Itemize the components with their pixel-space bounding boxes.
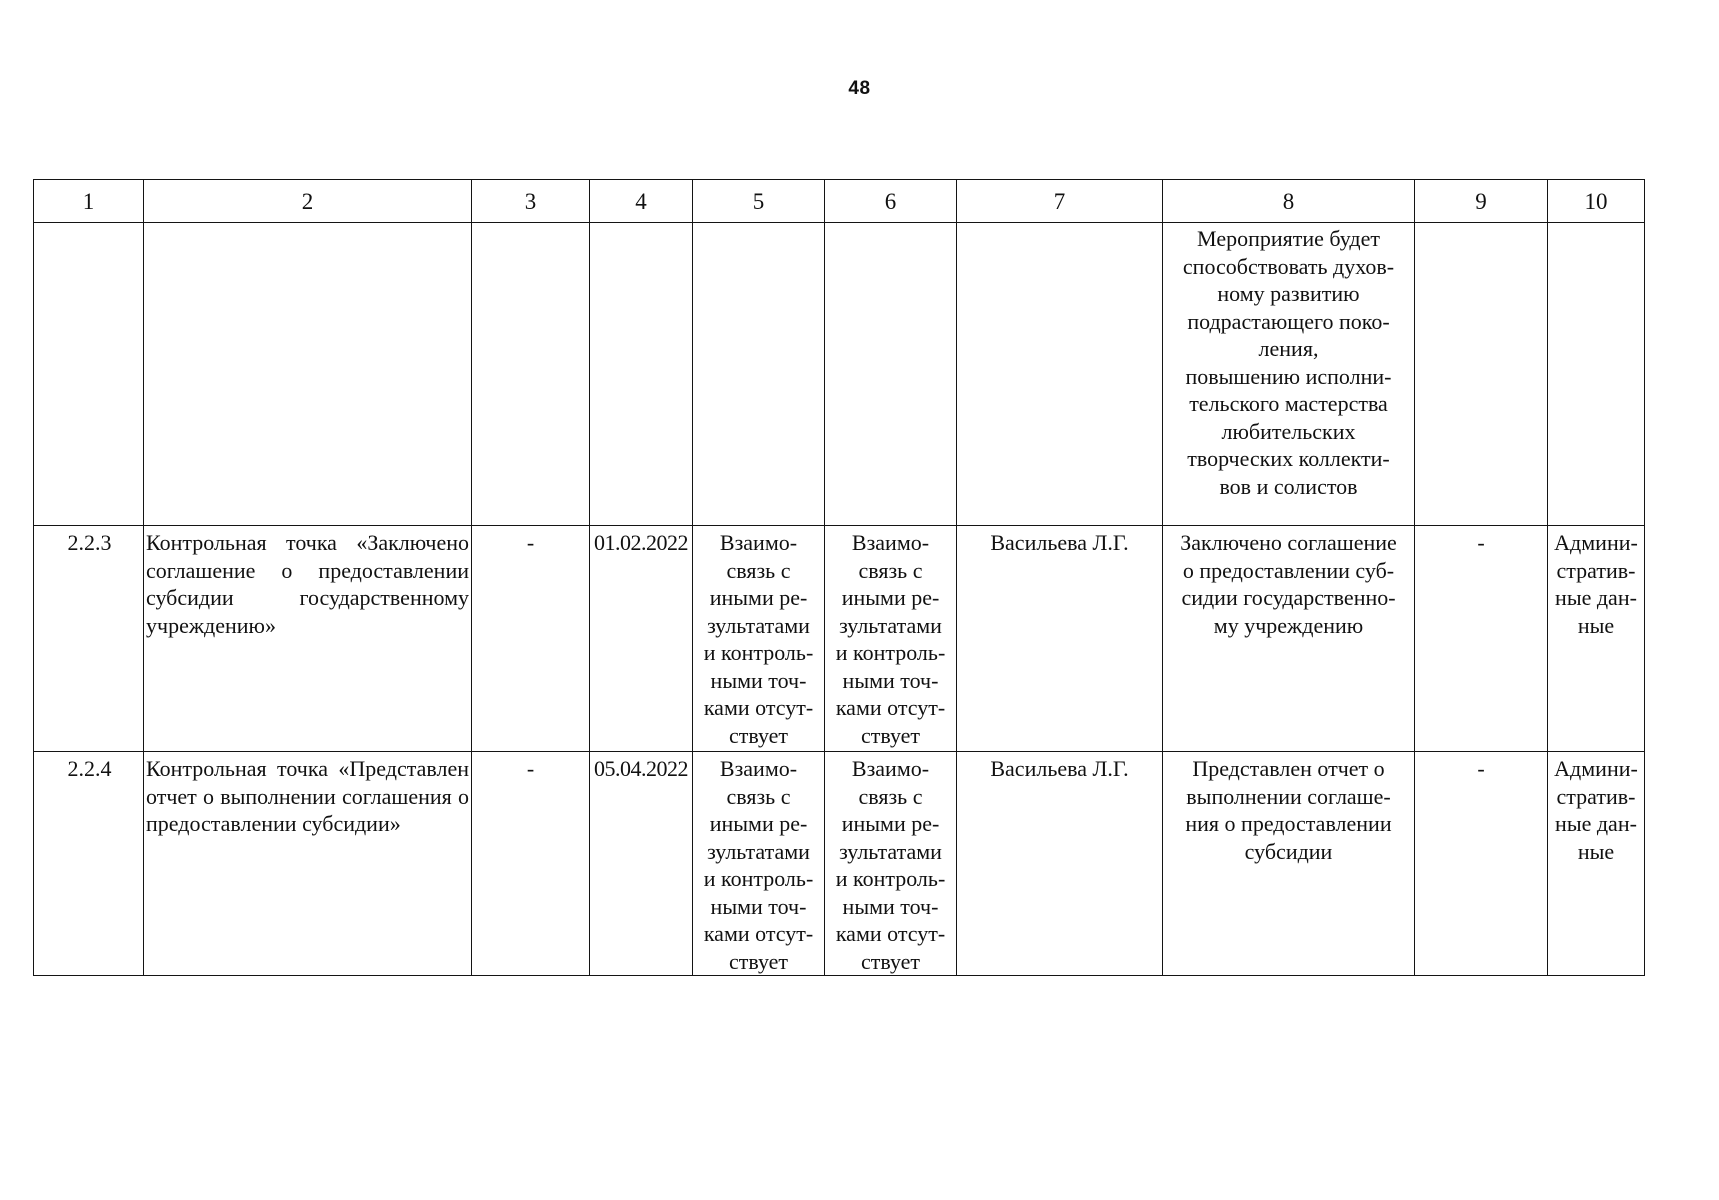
cell-relation: Взаимо- связь с иными ре- зультатами и контроль- ными точ- ками отсут- ствует (693, 752, 825, 976)
page-number: 48 (848, 78, 871, 99)
cell-row-number: 2.2.4 (34, 752, 144, 976)
cell-empty (1415, 223, 1548, 526)
column-header-2: 2 (144, 180, 472, 223)
cell-empty (957, 223, 1163, 526)
cell-result-description: Заключено соглашение о предоставлении суб- сидии государственно- му учреждению (1163, 526, 1415, 752)
cell-date: 05.04.2022 (590, 752, 693, 976)
cell-control-point-name: Контрольная точка «Заключено соглашение о предоставлении субсидии государственному учреждению» (144, 526, 472, 752)
table-row (34, 526, 1645, 752)
table-header-row (34, 180, 1645, 223)
cell-empty (472, 223, 590, 526)
cell-result-description: Мероприятие будет способствовать духов- ному развитию подрастающего поко- ления, повышению исполни- тельского мастерства любительских творческих коллекти- вов и солистов (1163, 223, 1415, 526)
column-header-4: 4 (590, 180, 693, 223)
cell-empty (1548, 223, 1645, 526)
cell-empty (825, 223, 957, 526)
cell-control-point-name: Контрольная точка «Представлен отчет о выполнении соглашения о предоставлении субсидии» (144, 752, 472, 976)
table-row (34, 752, 1645, 976)
cell-col3: - (472, 526, 590, 752)
column-header-8: 8 (1163, 180, 1415, 223)
column-header-5: 5 (693, 180, 825, 223)
cell-relation: Взаимо- связь с иными ре- зультатами и контроль- ными точ- ками отсут- ствует (825, 526, 957, 752)
column-header-6: 6 (825, 180, 957, 223)
column-header-1: 1 (34, 180, 144, 223)
cell-relation: Взаимо- связь с иными ре- зультатами и контроль- ными точ- ками отсут- ствует (825, 752, 957, 976)
cell-relation: Взаимо- связь с иными ре- зультатами и контроль- ными точ- ками отсут- ствует (693, 526, 825, 752)
cell-col9: - (1415, 752, 1548, 976)
column-header-7: 7 (957, 180, 1163, 223)
cell-empty (34, 223, 144, 526)
table-row-continuation (34, 223, 1645, 526)
column-header-9: 9 (1415, 180, 1548, 223)
cell-responsible: Васильева Л.Г. (957, 526, 1163, 752)
cell-empty (590, 223, 693, 526)
cell-data-source: Админи- стратив- ные дан- ные (1548, 752, 1645, 976)
results-table (33, 179, 1645, 976)
cell-empty (144, 223, 472, 526)
cell-empty (693, 223, 825, 526)
cell-date: 01.02.2022 (590, 526, 693, 752)
cell-responsible: Васильева Л.Г. (957, 752, 1163, 976)
cell-row-number: 2.2.3 (34, 526, 144, 752)
cell-result-description: Представлен отчет о выполнении соглаше- ния о предоставлении субсидии (1163, 752, 1415, 976)
column-header-10: 10 (1548, 180, 1645, 223)
cell-data-source: Админи- стратив- ные дан- ные (1548, 526, 1645, 752)
cell-col3: - (472, 752, 590, 976)
column-header-3: 3 (472, 180, 590, 223)
cell-col9: - (1415, 526, 1548, 752)
